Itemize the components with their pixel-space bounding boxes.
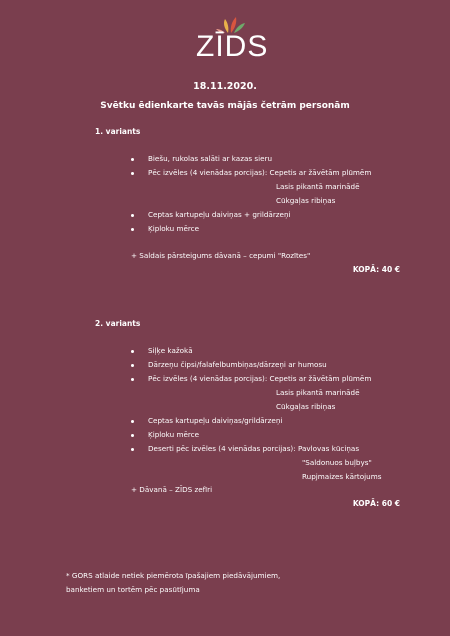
footnote-line: * GORS atlaide netiek piemērota īpašajiem piedāvājumiem,: [66, 571, 281, 580]
bullet-icon: [131, 172, 134, 175]
variant-2-item: Deserti pēc izvēles (4 vienādas porcijas): Pavlovas kūciņas: [148, 444, 360, 453]
variant-1-item: Ķiploku mērce: [148, 224, 200, 233]
brand-logo: [196, 16, 276, 68]
variant-1-total: KOPĀ: 40 €: [352, 265, 400, 274]
bullet-icon: [131, 378, 134, 381]
variant-2-total: KOPĀ: 60 €: [352, 499, 400, 508]
bullet-icon: [131, 434, 134, 437]
variant-2-item: Ceptas kartupeļu daiviņas/grildārzeņi: [148, 416, 283, 425]
brand-wordmark: ZĪDS: [196, 30, 269, 63]
variant-2-item: Ķiploku mērce: [148, 430, 200, 439]
variant-2-heading: 2. variants: [95, 319, 141, 328]
variant-1-gift: + Saldais pārsteigums dāvanā – cepumi "Rozītes": [131, 251, 311, 260]
variant-1-heading: 1. variants: [95, 127, 141, 136]
variant-2-dessert-option: Rupjmaizes kārtojums: [302, 472, 382, 481]
menu-title: Svētku ēdienkarte tavās mājās četrām personām: [100, 101, 350, 111]
variant-2-dessert-option: "Saldonuos buļbys": [302, 458, 372, 467]
bullet-icon: [131, 364, 134, 367]
variant-2-choice-option: Lasis pikantā marinādē: [276, 388, 360, 397]
variant-1-choice-option: Lasis pikantā marinādē: [276, 182, 360, 191]
bullet-icon: [131, 228, 134, 231]
variant-1-item: Ceptas kartupeļu daiviņas + grildārzeņi: [148, 210, 291, 219]
bullet-icon: [131, 420, 134, 423]
variant-1-item: Pēc izvēles (4 vienādas porcijas): Cepetis ar žāvētām plūmēm: [148, 168, 372, 177]
variant-2-item: Dārzeņu čipsi/falafelbumbiņas/dārzeņi ar humosu: [148, 360, 327, 369]
footnote-line: banketiem un tortēm pēc pasūtījuma: [66, 585, 200, 594]
variant-2-choice-option: Cūkgaļas ribiņas: [276, 402, 336, 411]
variant-1-item: Biešu, rukolas salāti ar kazas sieru: [148, 154, 273, 163]
variant-2-gift: + Dāvanā – ZĪDS zefīri: [131, 485, 213, 494]
bullet-icon: [131, 350, 134, 353]
variant-1-choice-option: Cūkgaļas ribiņas: [276, 196, 336, 205]
menu-date: 18.11.2020.: [193, 81, 257, 92]
variant-2-item: Pēc izvēles (4 vienādas porcijas): Cepetis ar žāvētām plūmēm: [148, 374, 372, 383]
bullet-icon: [131, 214, 134, 217]
bullet-icon: [131, 158, 134, 161]
variant-2-item: Siļķe kažokā: [148, 346, 193, 355]
bullet-icon: [131, 448, 134, 451]
